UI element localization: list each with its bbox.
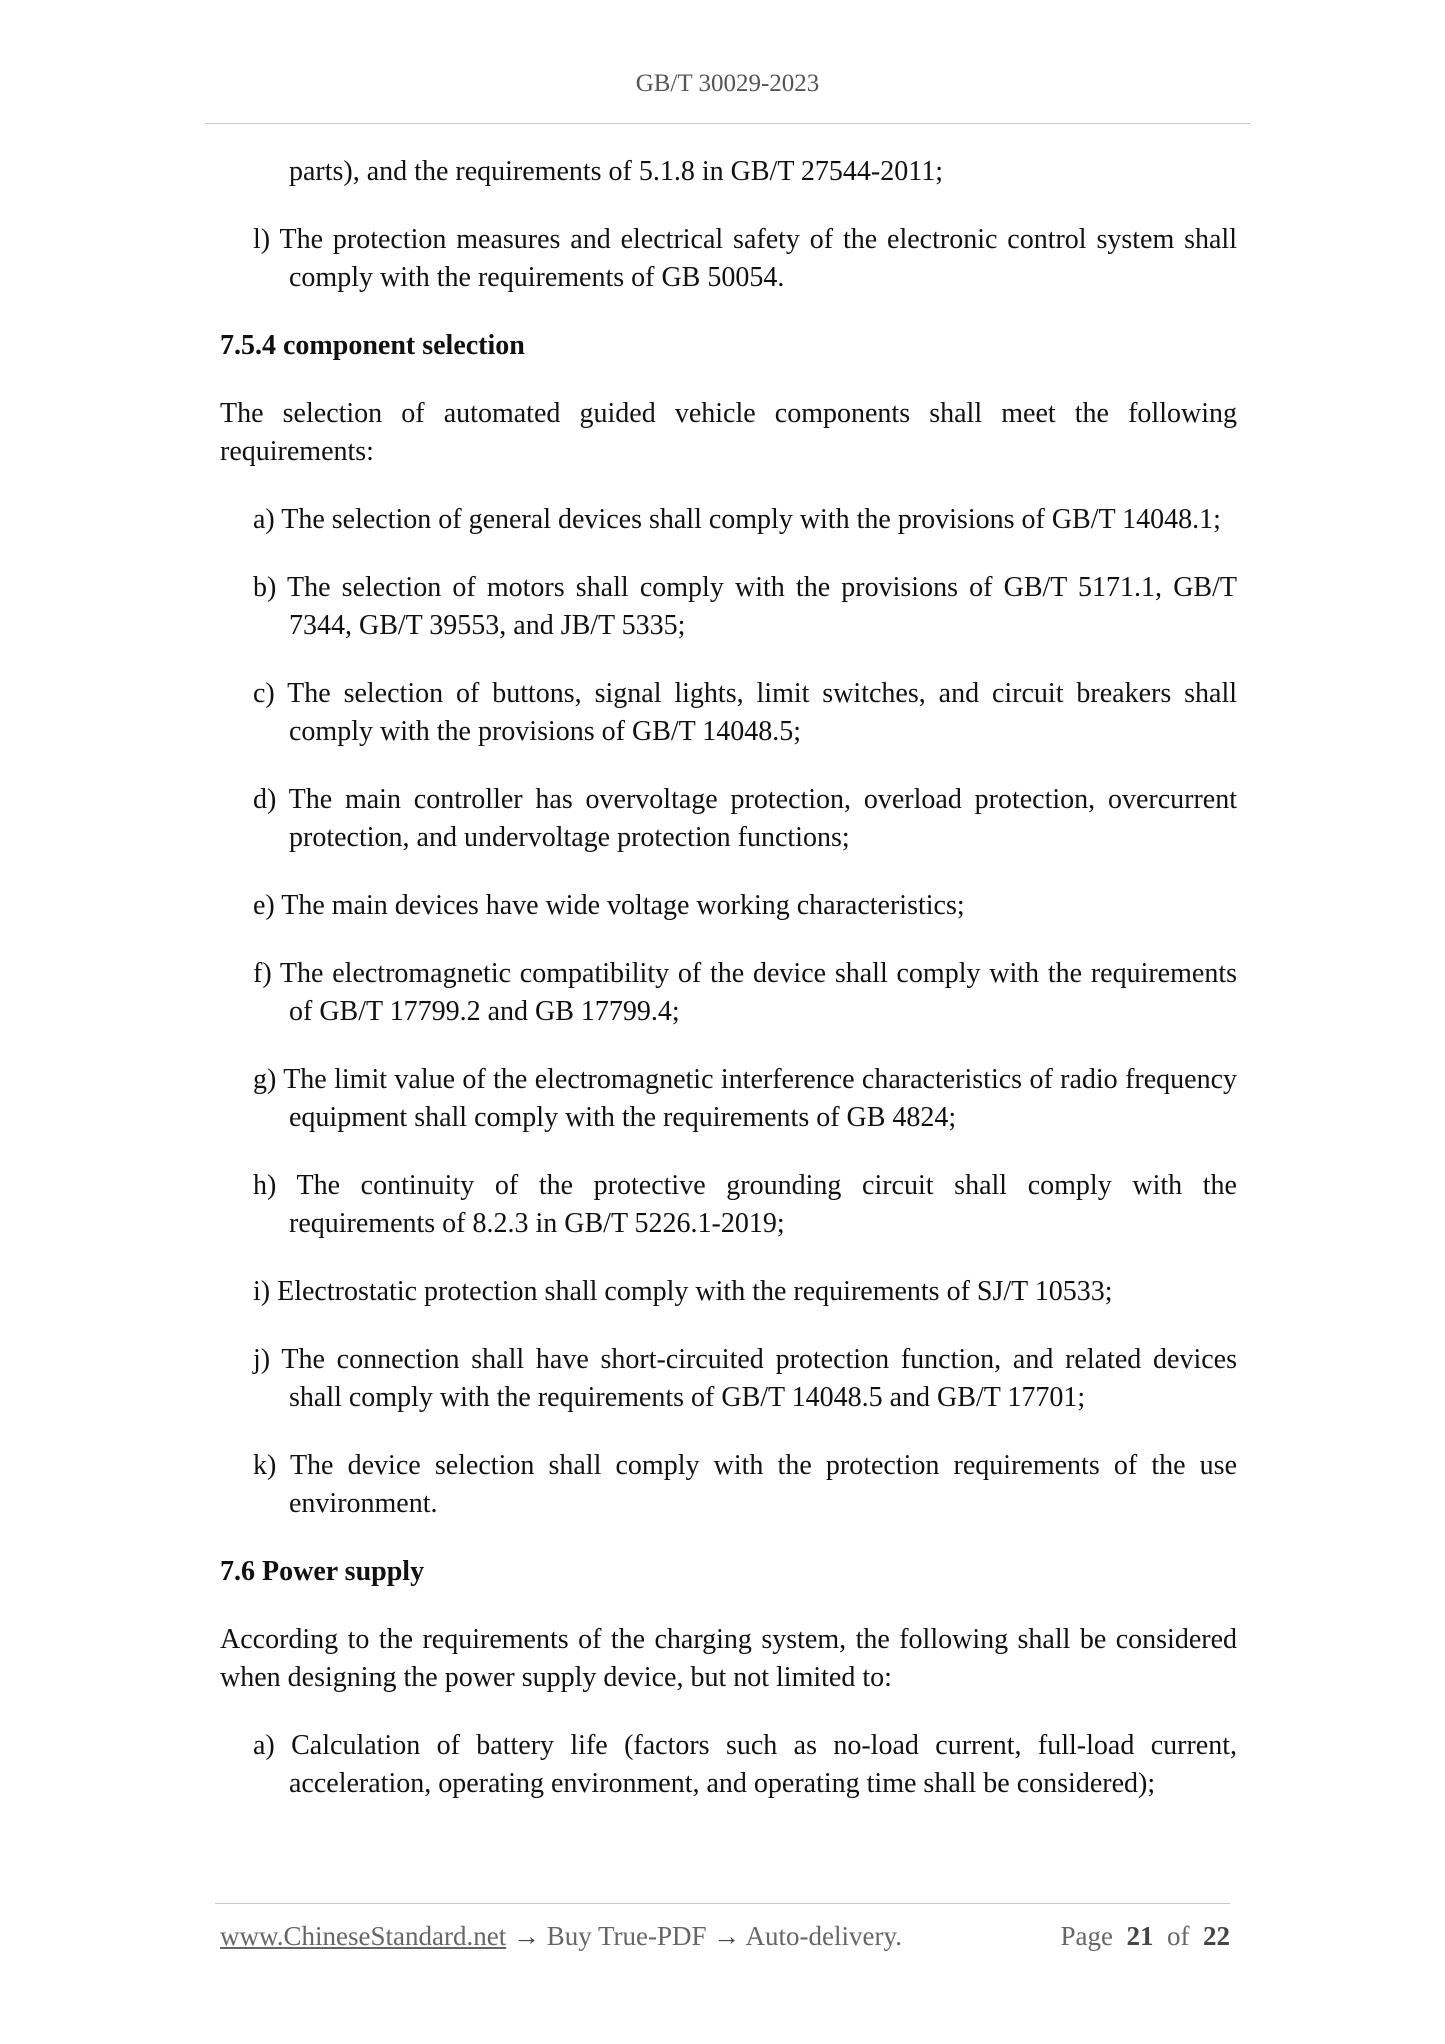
arrow-right-icon: → xyxy=(713,1921,741,1951)
list-item-j: j) The connection shall have short-circuited protection function, and related devices shall comply with the requirements of GB/T 14048.5 and GB/T 17701; xyxy=(253,1344,1237,1413)
footer-divider xyxy=(215,1903,1230,1904)
auto-delivery-text: Auto-delivery. xyxy=(745,1921,902,1951)
header-divider xyxy=(205,123,1250,124)
section-intro-7-5-4: The selection of automated guided vehicle components shall meet the following requirements: xyxy=(220,398,1237,467)
list-item-i: i) Electrostatic protection shall comply with the requirements of SJ/T 10533; xyxy=(253,1276,1113,1307)
page-header-title: GB/T 30029-2023 xyxy=(635,70,820,97)
arrow-right-icon: → xyxy=(512,1921,540,1951)
page-content xyxy=(220,153,1237,1833)
footer-promo xyxy=(220,1921,902,1952)
page-label: Page xyxy=(1060,1921,1113,1951)
list-item-b: b) The selection of motors shall comply with the provisions of GB/T 5171.1, GB/T 7344, GB/T 39553, and JB/T 5335; xyxy=(253,572,1237,641)
list-item-d: d) The main controller has overvoltage protection, overload protection, overcurrent protection, and undervoltage protection functions; xyxy=(253,784,1237,853)
list-item-g: g) The limit value of the electromagnetic interference characteristics of radio frequency equipment shall comply with the requirements of GB 4824; xyxy=(253,1064,1237,1133)
list-item-a: a) The selection of general devices shall comply with the provisions of GB/T 14048.1; xyxy=(253,504,1221,535)
current-page-number: 21 xyxy=(1126,1921,1154,1951)
list-item-h: h) The continuity of the protective grounding circuit shall comply with the requirements of 8.2.3 in GB/T 5226.1-2019; xyxy=(253,1170,1237,1239)
of-label: of xyxy=(1167,1921,1190,1951)
list-item-l: l) The protection measures and electrical safety of the electronic control system shall comply with the requirements of GB 50054. xyxy=(253,224,1237,293)
section-heading-7-5-4: 7.5.4 component selection xyxy=(220,330,525,361)
list-item-e: e) The main devices have wide voltage working characteristics; xyxy=(253,890,965,921)
buy-pdf-text: Buy True-PDF xyxy=(546,1921,707,1951)
section-heading-7-6: 7.6 Power supply xyxy=(220,1556,425,1587)
list-item-c: c) The selection of buttons, signal lights, limit switches, and circuit breakers shall comply with the provisions of GB/T 14048.5; xyxy=(253,678,1237,747)
list-item-k: k) The device selection shall comply with the protection requirements of the use environment. xyxy=(253,1450,1237,1519)
continuation-paragraph: parts), and the requirements of 5.1.8 in GB/T 27544-2011; xyxy=(289,156,943,187)
list-item-f: f) The electromagnetic compatibility of the device shall comply with the requirements of GB/T 17799.2 and GB 17799.4; xyxy=(253,958,1237,1027)
section-intro-7-6: According to the requirements of the charging system, the following shall be considered when designing the power supply device, but not limited to: xyxy=(220,1624,1237,1693)
total-pages-number: 22 xyxy=(1203,1921,1230,1951)
website-link[interactable]: www.ChineseStandard.net xyxy=(220,1921,507,1951)
list-item-power-a: a) Calculation of battery life (factors such as no-load current, full-load current, acceleration, operating environment, and operating time shall be considered); xyxy=(253,1730,1237,1799)
page-indicator xyxy=(1061,1921,1230,1952)
